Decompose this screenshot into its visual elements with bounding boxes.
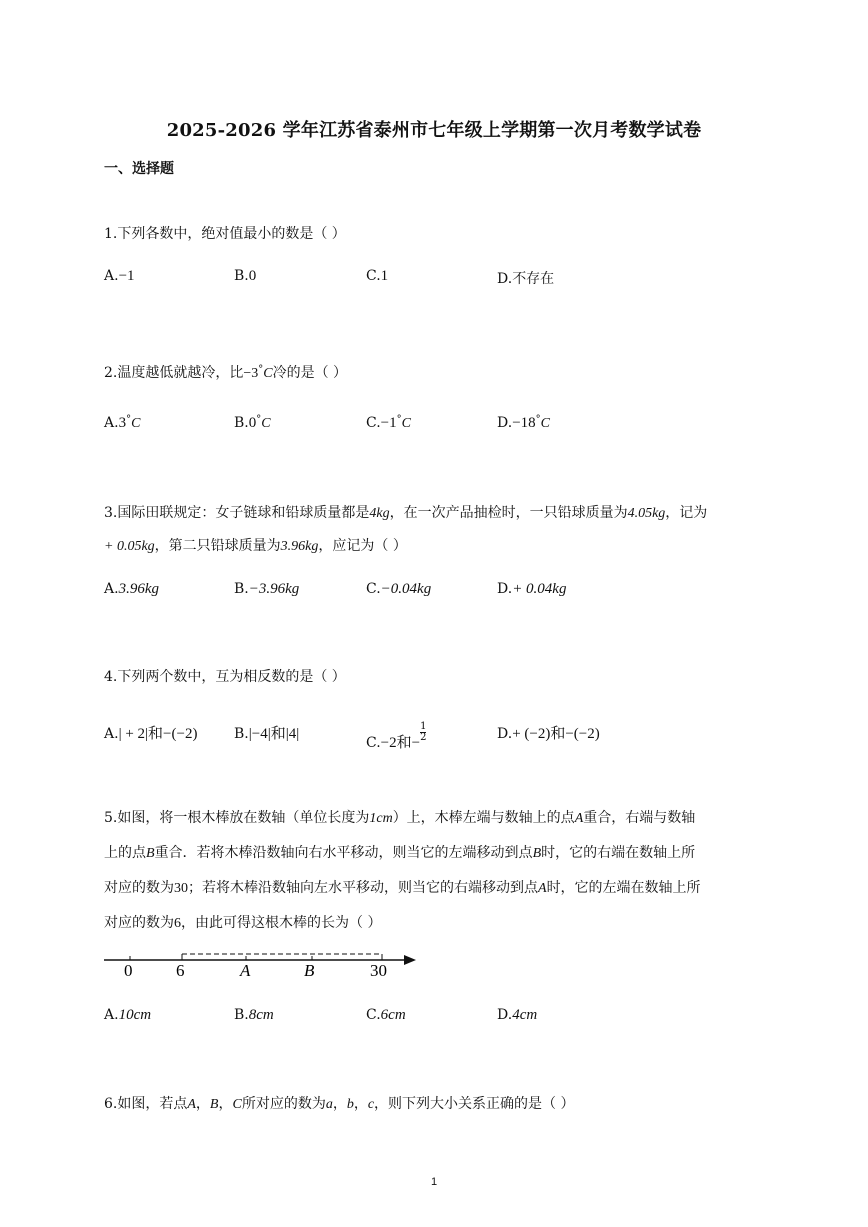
question-3-stem: 3.国际田联规定：女子链球和铅球质量都是4kg，在一次产品抽检时，一只铅球质量为4.05kg，记为 + 0.05kg，第二只铅球质量为3.96kg，应记为（ ） xyxy=(104,505,708,554)
question-5-options xyxy=(104,1007,766,1031)
option-b[interactable]: B.8cm xyxy=(234,1007,274,1023)
option-a[interactable]: A.3.96kg xyxy=(104,581,159,597)
label-a: A xyxy=(240,961,251,980)
label-b: B xyxy=(304,961,315,980)
option-a[interactable]: A.3°C xyxy=(104,414,141,431)
question-4-options xyxy=(104,721,766,751)
option-d[interactable]: D.不存在 xyxy=(497,271,555,287)
option-a[interactable]: A.| + 2|和−(−2) xyxy=(104,726,198,742)
option-b[interactable]: B.0°C xyxy=(234,414,271,431)
option-d[interactable]: D.+ 0.04kg xyxy=(497,581,567,597)
page-title: 2025-2026 学年江苏省泰州市七年级上学期第一次月考数学试卷 xyxy=(166,120,702,141)
option-a[interactable]: A.−1 xyxy=(104,268,135,284)
option-c[interactable]: C.1 xyxy=(366,268,389,284)
number-line-figure xyxy=(100,944,430,984)
option-c[interactable]: C.−2和− $\frac{1}{2}$ xyxy=(366,721,427,751)
option-b[interactable]: B.0 xyxy=(234,268,257,284)
option-d[interactable]: D.−18°C xyxy=(497,414,550,431)
option-d[interactable]: D.4cm xyxy=(497,1007,538,1023)
question-1-options xyxy=(104,268,766,292)
option-b[interactable]: B.|−4|和|4| xyxy=(234,726,300,742)
question-6-stem: 6.如图，若点A，B，C所对应的数为a，b，c，则下列大小关系正确的是（ ） xyxy=(104,1096,575,1112)
question-3-options xyxy=(104,581,766,605)
page-number: 1 xyxy=(430,1176,438,1188)
label-30: 30 xyxy=(370,961,387,980)
question-2-options xyxy=(104,414,766,438)
axis-arrow-icon xyxy=(404,955,416,965)
section-heading: 一、选择题 xyxy=(104,161,174,177)
question-4-stem: 4.下列两个数中，互为相反数的是（ ） xyxy=(104,669,346,685)
option-c[interactable]: C.−0.04kg xyxy=(366,581,432,597)
fraction: $\frac{1}{2}$ xyxy=(420,721,427,743)
option-b[interactable]: B.−3.96kg xyxy=(234,581,300,597)
question-5-stem: 5.如图，将一根木棒放在数轴（单位长度为1cm）上，木棒左端与数轴上的点A重合，右端与数轴 上的点B重合．若将木棒沿数轴向右水平移动，则当它的左端移动到点B时，它的右端在数轴上所 对应的数为30；若将木棒沿数轴向左水平移动，则当它的右端移动到点A时，它的左端在数轴上所 对应的数为6，由此可得这根木棒的长为（ ） xyxy=(104,810,701,931)
question-1-stem: 1.下列各数中，绝对值最小的数是（ ） xyxy=(104,226,346,242)
question-2-stem: 2.温度越低就越冷，比−3°C冷的是（ ） xyxy=(104,364,348,381)
label-6: 6 xyxy=(176,961,185,980)
option-c[interactable]: C.−1°C xyxy=(366,414,411,431)
option-a[interactable]: A.10cm xyxy=(104,1007,152,1023)
option-c[interactable]: C.6cm xyxy=(366,1007,406,1023)
label-0: 0 xyxy=(124,961,133,980)
option-d[interactable]: D.+ (−2)和−(−2) xyxy=(497,726,600,742)
